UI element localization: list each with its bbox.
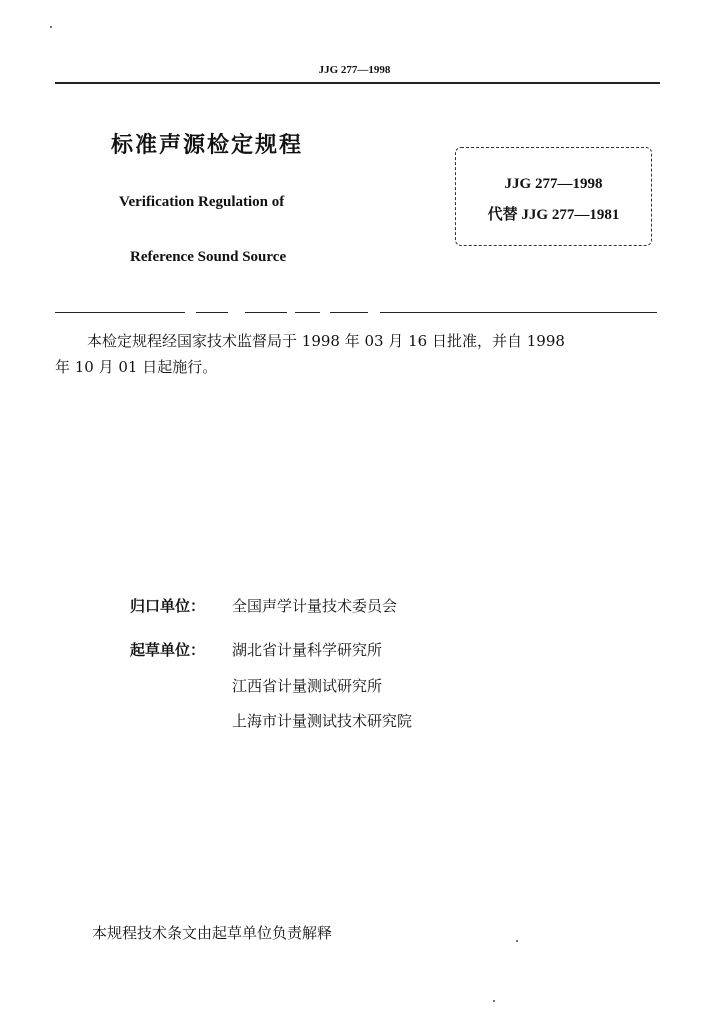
replaces-code: 代替 JJG 277—1981 xyxy=(487,207,620,223)
section-divider-segment xyxy=(380,312,657,313)
standard-code: JJG 277—1998 xyxy=(504,176,603,192)
section-divider-segment xyxy=(196,312,228,313)
section-divider-segment xyxy=(295,312,320,313)
section-divider-segment xyxy=(245,312,287,313)
scan-speck xyxy=(493,1000,495,1002)
standard-code-box xyxy=(455,147,652,246)
approval-line-1: 本检定规程经国家技术监督局于 1998 年 03 月 16 日批准，并自 1998 xyxy=(87,332,565,350)
drafting-unit-label: 起草单位： xyxy=(130,641,206,659)
footer-note: 本规程技术条文由起草单位负责解释 xyxy=(92,924,333,942)
title-english-line2: Reference Sound Source xyxy=(130,249,287,265)
scan-speck xyxy=(516,940,518,942)
drafting-unit-3: 上海市计量测试技术研究院 xyxy=(232,712,413,730)
header-standard-code: JJG 277—1998 xyxy=(318,64,391,76)
approval-line-2: 年 10 月 01 日起施行。 xyxy=(55,358,218,376)
responsible-unit-label: 归口单位： xyxy=(130,597,206,615)
drafting-unit-2: 江西省计量测试研究所 xyxy=(232,677,383,695)
section-divider xyxy=(55,312,185,313)
section-divider-segment xyxy=(330,312,368,313)
title-english-line1: Verification Regulation of xyxy=(119,194,285,210)
header-rule xyxy=(55,82,660,84)
responsible-unit-value: 全国声学计量技术委员会 xyxy=(232,597,398,615)
drafting-unit-1: 湖北省计量科学研究所 xyxy=(232,641,383,659)
scan-speck xyxy=(50,26,52,28)
title-chinese: 标准声源检定规程 xyxy=(111,133,304,158)
